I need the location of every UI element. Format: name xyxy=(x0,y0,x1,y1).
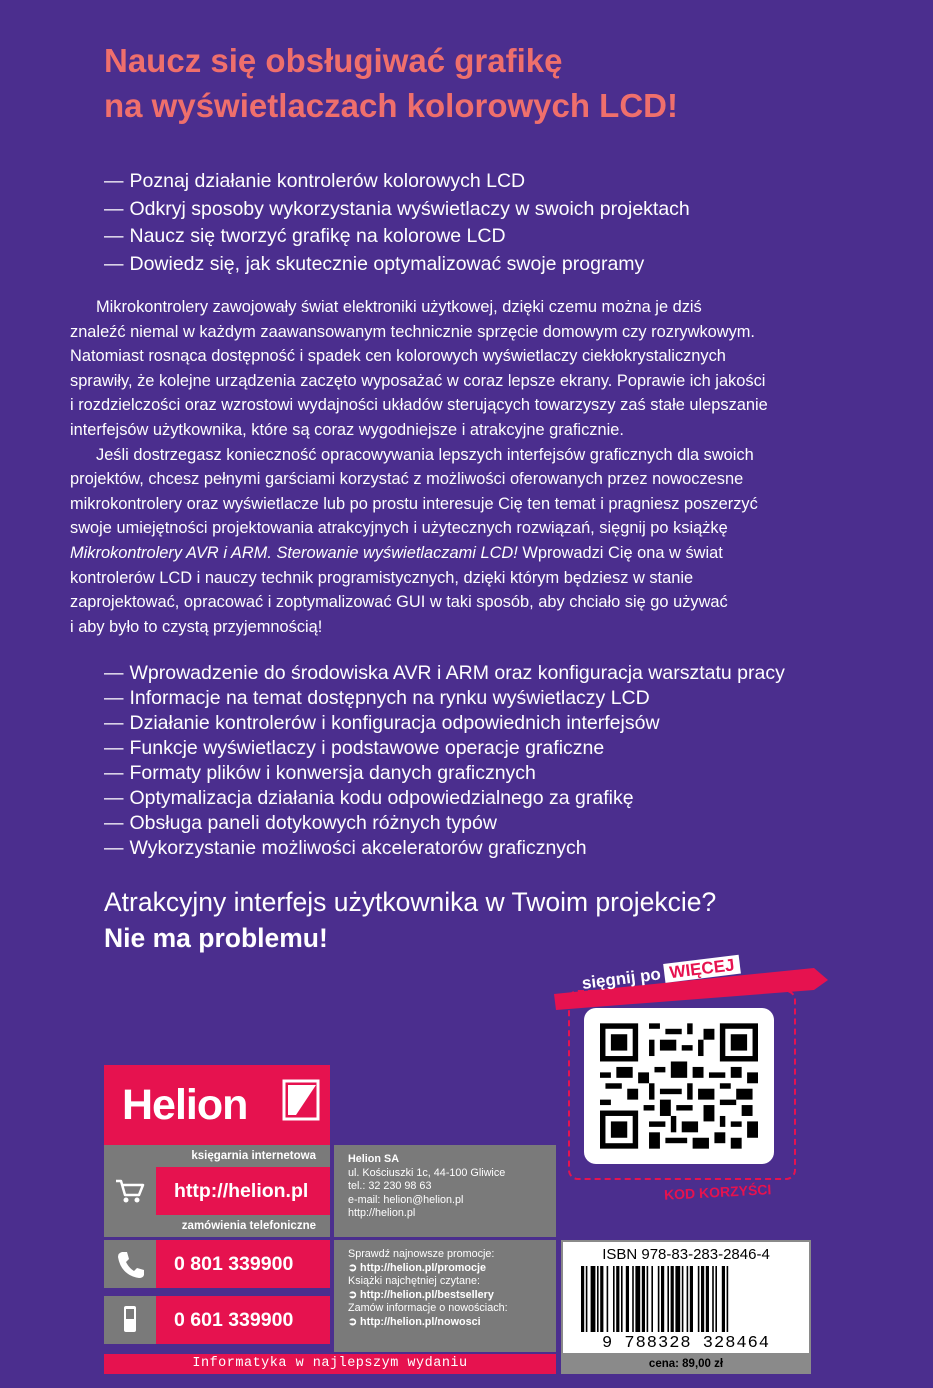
list-item-text: Optymalizacja działania kodu odpowiedzialnego za grafikę xyxy=(129,787,634,809)
paragraph-line: Mikrokontrolery zawojowały świat elektroniki użytkowej, dzięki czemu można je dziś xyxy=(96,298,702,316)
news-label: Zamów informacje o nowościach: xyxy=(348,1302,508,1314)
paragraph-line: znaleźć niemal w każdym zaawansowanym technicznie sprzęcie domowym czy rozrywkowym. xyxy=(70,322,755,341)
list-item-text: Dowiedz się, jak skutecznie optymalizować swoje programy xyxy=(129,252,645,275)
helion-logo-block[interactable] xyxy=(104,1065,330,1145)
company-tel: tel.: 32 230 98 63 xyxy=(348,1180,432,1192)
phone-orders-label: zamówienia telefoniczne xyxy=(104,1215,330,1237)
barcode-bar xyxy=(690,1266,693,1332)
bookstore-label: księgarnia internetowa xyxy=(104,1145,330,1167)
paragraph-line: Jeśli dostrzegasz konieczność opracowywania lepszych interfejsów graficznych dla swoich xyxy=(96,445,754,464)
barcode-bar xyxy=(642,1266,645,1332)
paragraph-text: Wprowadzi Cię ona w świat xyxy=(517,543,723,562)
cart-icon xyxy=(104,1167,156,1215)
qr-code-panel[interactable] xyxy=(584,1008,774,1164)
barcode-bar xyxy=(651,1266,653,1332)
mobile-cell xyxy=(104,1296,156,1344)
feature-list-top xyxy=(104,168,690,278)
paragraph-line: i aby było to czystą przyjemnością! xyxy=(70,617,323,636)
news-link[interactable]: ➲ http://helion.pl/nowosci xyxy=(348,1315,481,1328)
bestsellers-link[interactable]: ➲ http://helion.pl/bestsellery xyxy=(348,1288,494,1301)
helion-mark-icon xyxy=(282,1079,320,1121)
barcode-bar xyxy=(600,1266,603,1332)
list-item xyxy=(104,786,785,811)
list-dash: — xyxy=(104,712,124,734)
list-item xyxy=(104,661,785,686)
promo-label: Sprawdź najnowsze promocje: xyxy=(348,1248,495,1260)
barcode-bar xyxy=(581,1266,584,1332)
barcode-bar xyxy=(701,1266,704,1332)
barcode-bar xyxy=(647,1266,649,1332)
list-dash: — xyxy=(104,837,124,859)
paragraph-line xyxy=(70,541,870,566)
list-item xyxy=(104,168,690,196)
company-address: ul. Kościuszki 1c, 44-100 Gliwice xyxy=(348,1166,506,1179)
mobile-icon xyxy=(104,1296,156,1344)
phone-number-2[interactable]: 0 601 339900 xyxy=(156,1296,330,1344)
paragraph-line: mikrokontrolery oraz wyświetlacze lub po prostu interesuje Cię ten temat i pragniesz poszerzyć xyxy=(70,494,758,513)
description xyxy=(70,295,870,639)
list-item-text: Informacje na temat dostępnych na rynku wyświetlaczy LCD xyxy=(129,687,650,709)
list-item-text: Działanie kontrolerów i konfiguracja odpowiednich interfejsów xyxy=(129,712,660,734)
list-item xyxy=(104,811,785,836)
phone-cell xyxy=(104,1240,156,1288)
headline-line-1: Naucz się obsługiwać grafikę xyxy=(104,42,563,79)
list-dash: — xyxy=(104,737,124,759)
promo-link[interactable]: ➲ http://helion.pl/promocje xyxy=(348,1261,487,1274)
list-item-text: Naucz się tworzyć grafikę na kolorowe LCD xyxy=(129,225,506,247)
barcode-bar xyxy=(591,1266,596,1332)
website-link[interactable]: http://helion.pl xyxy=(156,1167,330,1215)
price: cena: 89,00 zł xyxy=(561,1354,811,1374)
book-title: Mikrokontrolery AVR i ARM. Sterowanie wyświetlaczami LCD! xyxy=(70,543,518,562)
barcode-bar xyxy=(671,1266,674,1332)
barcode-bar xyxy=(706,1266,709,1332)
ribbon-label: sięgnij po xyxy=(580,964,662,993)
slogan-bar: Informatyka w najlepszym wydaniu xyxy=(104,1354,556,1374)
barcode-bar xyxy=(632,1266,634,1332)
list-dash: — xyxy=(104,252,124,275)
barcode-bar xyxy=(682,1266,684,1332)
phone-icon xyxy=(104,1240,156,1288)
list-item xyxy=(104,251,690,279)
barcode-bars xyxy=(581,1266,793,1336)
barcode-bar xyxy=(616,1266,619,1332)
list-item xyxy=(104,736,785,761)
list-dash: — xyxy=(104,812,124,834)
company-info xyxy=(334,1145,556,1237)
list-dash: — xyxy=(104,170,124,192)
news-url[interactable]: http://helion.pl/nowosci xyxy=(360,1315,481,1328)
barcode-bar xyxy=(661,1266,664,1332)
barcode-bar xyxy=(675,1266,680,1332)
barcode-bar xyxy=(607,1266,609,1332)
website-row[interactable] xyxy=(104,1167,330,1215)
list-item xyxy=(104,836,785,861)
barcode-bar xyxy=(715,1266,717,1332)
tagline-answer: Nie ma problemu! xyxy=(104,923,328,953)
barcode xyxy=(561,1240,811,1355)
list-dash: — xyxy=(104,225,124,247)
list-dash: — xyxy=(104,197,124,220)
barcode-bar xyxy=(626,1266,629,1332)
bestsellers-url[interactable]: http://helion.pl/bestsellery xyxy=(360,1288,494,1301)
phone-number-1[interactable]: 0 801 339900 xyxy=(156,1240,330,1288)
list-item xyxy=(104,686,785,711)
list-item xyxy=(104,761,785,786)
barcode-digits: 9 788328 328464 xyxy=(601,1334,771,1353)
helion-logo: Helion xyxy=(122,1081,248,1129)
promo-info xyxy=(334,1240,556,1352)
paragraph-line: interfejsów użytkownika, które są coraz wygodniejsze i atrakcyjne graficznie. xyxy=(70,420,624,439)
company-url[interactable]: http://helion.pl xyxy=(348,1207,416,1219)
bestsellers-label: Książki najchętniej czytane: xyxy=(348,1275,481,1287)
barcode-bar xyxy=(586,1266,588,1332)
paragraph-line: zaprojektować, opracować i zoptymalizować GUI w taki sposób, aby chciało się go używać xyxy=(70,593,728,612)
list-item-text: Formaty plików i konwersja danych graficznych xyxy=(129,762,536,784)
list-dash: — xyxy=(104,662,124,684)
list-item xyxy=(104,223,690,251)
barcode-bar xyxy=(667,1266,669,1332)
barcode-bar xyxy=(687,1266,689,1332)
phone-row-1[interactable] xyxy=(104,1240,330,1288)
list-item xyxy=(104,196,690,224)
barcode-bar xyxy=(635,1266,640,1332)
phone-row-2[interactable] xyxy=(104,1296,330,1344)
list-item-text: Odkryj sposoby wykorzystania wyświetlaczy w swoich projektach xyxy=(129,197,690,220)
company-email[interactable]: e-mail: helion@helion.pl xyxy=(348,1193,464,1206)
qr-caption: KOD KORZYŚCI xyxy=(663,1181,772,1203)
paragraph-line: swoje umiejętności projektowania atrakcyjnych i użytecznych rozwiązań, sięgnij po książkę xyxy=(70,519,728,538)
barcode-bar xyxy=(712,1266,714,1332)
company-name: Helion SA xyxy=(348,1153,399,1165)
paragraph-line: i rozdzielczości oraz wzrostowi wydajności układów sterujących towarzyszy zaś stałe ulepszanie xyxy=(70,396,768,415)
barcode-bar xyxy=(722,1266,725,1332)
barcode-bar xyxy=(698,1266,700,1332)
isbn: ISBN 978-83-283-2846-4 xyxy=(602,1246,770,1263)
headline xyxy=(104,38,864,128)
barcode-bar xyxy=(658,1266,660,1332)
barcode-bar xyxy=(727,1266,729,1332)
barcode-bar xyxy=(597,1266,599,1332)
tagline xyxy=(104,884,716,956)
paragraph-line: kontrolerów LCD i nauczy technik programistycznych, dzięki którym będziesz w stanie xyxy=(70,568,694,587)
list-item xyxy=(104,711,785,736)
qr-badge[interactable] xyxy=(548,955,838,1230)
barcode-bar xyxy=(613,1266,615,1332)
list-item-text: Poznaj działanie kontrolerów kolorowych LCD xyxy=(129,170,526,192)
list-item-text: Funkcje wyświetlaczy i podstawowe operacje graficzne xyxy=(129,737,605,759)
paragraph-line: projektów, chcesz pełnymi garściami korzystać z możliwości oferowanych przez nowoczesne xyxy=(70,470,744,489)
list-item-text: Wprowadzenie do środowiska AVR i ARM oraz konfiguracja warsztatu pracy xyxy=(129,662,785,684)
feature-list-bottom xyxy=(104,661,785,861)
list-item-text: Wykorzystanie możliwości akceleratorów graficznych xyxy=(129,837,587,859)
promo-url[interactable]: http://helion.pl/promocje xyxy=(360,1261,487,1274)
cart-cell xyxy=(104,1167,156,1215)
headline-line-2: na wyświetlaczach kolorowych LCD! xyxy=(104,87,678,124)
ribbon-tag: WIĘCEJ xyxy=(664,955,741,983)
barcode-bar xyxy=(621,1266,623,1332)
list-dash: — xyxy=(104,787,124,809)
qr-code-icon xyxy=(600,1022,758,1150)
list-dash: — xyxy=(104,687,124,709)
list-item-text: Obsługa paneli dotykowych różnych typów xyxy=(129,812,497,834)
paragraph-line: sprawiły, że kolejne urządzenia zaczęto wyposażać w coraz lepsze ekrany. Poprawie ich jakości xyxy=(70,371,766,390)
tagline-question: Atrakcyjny interfejs użytkownika w Twoim projekcie? xyxy=(104,887,717,917)
paragraph-line: Natomiast rosnąca dostępność i spadek cen kolorowych wyświetlaczy ciekłokrystalicznych xyxy=(70,347,726,366)
list-dash: — xyxy=(104,762,124,784)
